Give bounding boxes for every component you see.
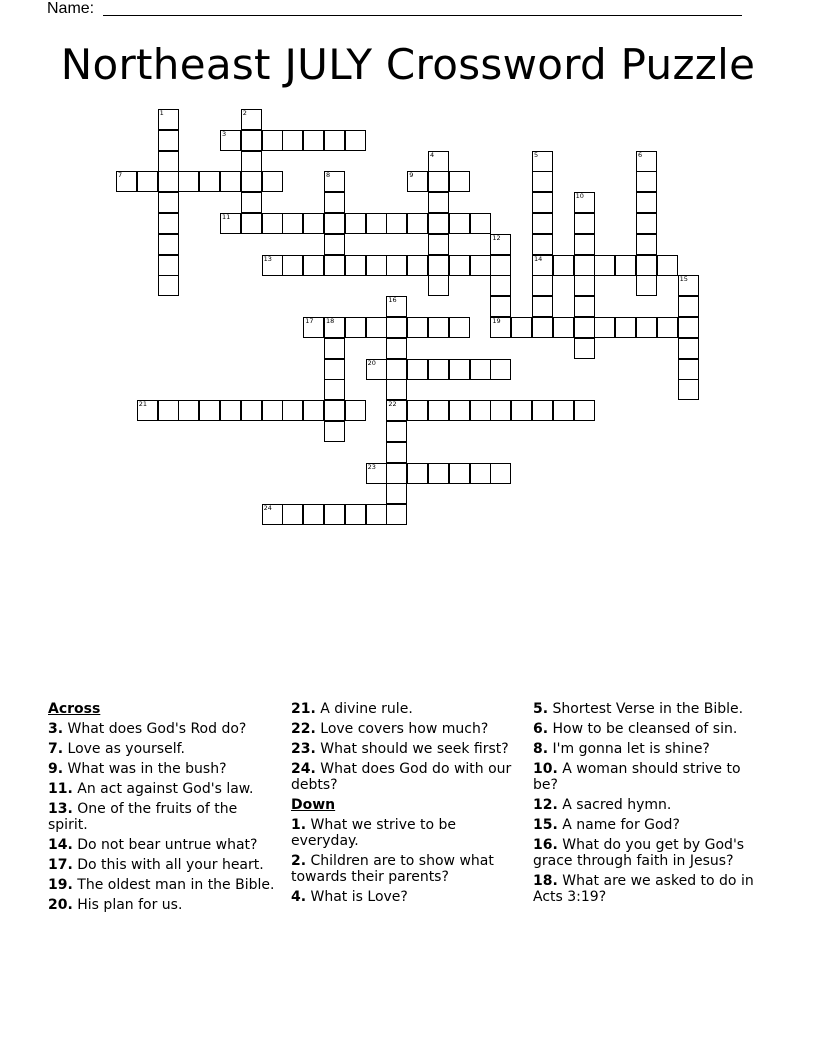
grid-cell[interactable] — [386, 421, 407, 442]
grid-cell[interactable] — [428, 151, 449, 172]
grid-cell[interactable] — [324, 400, 345, 421]
grid-cell[interactable] — [490, 234, 511, 255]
grid-cell[interactable] — [366, 317, 387, 338]
clue-text: What is Love? — [310, 889, 408, 905]
grid-cell[interactable] — [158, 192, 179, 213]
name-label: Name: — [47, 0, 95, 17]
grid-cell[interactable] — [428, 192, 449, 213]
grid-cell[interactable] — [158, 130, 179, 151]
clue-text: His plan for us. — [77, 897, 183, 913]
clue-text: What does God's Rod do? — [67, 721, 247, 737]
grid-cell[interactable] — [345, 130, 366, 151]
clue-text: Love as yourself. — [67, 741, 185, 757]
grid-cell[interactable] — [407, 255, 428, 276]
clue-text: What should we seek first? — [320, 741, 509, 757]
grid-cell[interactable] — [386, 296, 407, 317]
grid-cell[interactable] — [532, 171, 553, 192]
across-clue — [291, 741, 521, 757]
grid-cell[interactable] — [428, 171, 449, 192]
grid-cell[interactable] — [386, 359, 407, 380]
across-clue — [291, 701, 521, 717]
down-clue — [533, 873, 759, 905]
clue-number: 14 — [534, 254, 543, 263]
grid-cell[interactable] — [303, 130, 324, 151]
grid-cell[interactable] — [262, 171, 283, 192]
down-clue — [533, 817, 759, 833]
clue-number: 10 — [575, 192, 584, 201]
clue-number: 4 — [430, 150, 435, 159]
clue-number: 18 — [326, 317, 335, 325]
grid-cell[interactable] — [386, 213, 407, 234]
clue-number: 24. — [291, 761, 316, 777]
clue-text: What was in the bush? — [67, 761, 227, 777]
grid-cell[interactable] — [324, 255, 345, 276]
grid-cell[interactable] — [574, 400, 595, 421]
across-clue — [48, 761, 276, 777]
clue-number: 21 — [138, 400, 148, 409]
grid-cell[interactable] — [532, 275, 553, 296]
across-clue — [48, 897, 276, 913]
grid-cell[interactable] — [345, 255, 366, 276]
clue-number: 11. — [48, 781, 73, 797]
grid-cell[interactable] — [511, 400, 532, 421]
grid-cell[interactable] — [449, 255, 470, 276]
grid-cell[interactable] — [490, 275, 511, 296]
grid-cell[interactable] — [220, 400, 241, 421]
clue-number: 12. — [533, 797, 558, 813]
clue-text: An act against God's law. — [77, 781, 254, 797]
grid-cell[interactable] — [470, 463, 491, 484]
grid-cell[interactable] — [158, 171, 179, 192]
grid-cell[interactable] — [636, 151, 657, 172]
grid-cell[interactable] — [490, 400, 511, 421]
grid-cell[interactable] — [490, 255, 511, 276]
grid-cell[interactable] — [657, 317, 678, 338]
grid-cell[interactable] — [470, 255, 491, 276]
clue-number: 15 — [679, 275, 688, 284]
grid-cell[interactable] — [158, 275, 179, 296]
grid-cell[interactable] — [282, 400, 303, 421]
grid-cell[interactable] — [470, 213, 491, 234]
grid-cell[interactable] — [241, 400, 262, 421]
grid-cell[interactable] — [532, 151, 553, 172]
clue-number: 24 — [263, 504, 272, 513]
clue-text: What does God do with our debts? — [291, 761, 512, 793]
clue-number: 18. — [533, 873, 558, 889]
across-clue — [48, 741, 276, 757]
down-clue-list-continued — [533, 701, 759, 905]
clue-number: 8. — [533, 741, 549, 757]
grid-cell[interactable] — [386, 483, 407, 504]
grid-cell[interactable] — [386, 442, 407, 463]
grid-cell[interactable] — [324, 338, 345, 359]
grid-cell[interactable] — [428, 359, 449, 380]
clue-number: 21. — [291, 701, 316, 717]
grid-cell[interactable] — [470, 359, 491, 380]
grid-cell[interactable] — [449, 213, 470, 234]
grid-cell[interactable] — [490, 359, 511, 380]
clue-number: 15. — [533, 817, 558, 833]
grid-cell[interactable] — [324, 192, 345, 213]
clue-number: 11 — [222, 213, 231, 221]
grid-cell[interactable] — [241, 192, 262, 213]
clue-number: 13 — [263, 254, 272, 263]
down-clue — [533, 721, 759, 737]
grid-cell[interactable] — [158, 234, 179, 255]
clue-number: 6 — [638, 150, 643, 159]
grid-cell[interactable] — [678, 338, 699, 359]
grid-cell[interactable] — [490, 463, 511, 484]
grid-cell[interactable] — [678, 296, 699, 317]
grid-cell[interactable] — [282, 255, 303, 276]
across-clue — [48, 837, 276, 853]
grid-cell[interactable] — [386, 400, 407, 421]
grid-cell[interactable] — [449, 463, 470, 484]
clue-text: Shortest Verse in the Bible. — [552, 701, 744, 717]
clue-number: 17 — [305, 317, 314, 325]
grid-cell[interactable] — [282, 130, 303, 151]
grid-cell[interactable] — [428, 234, 449, 255]
clue-text: What we strive to be everyday. — [291, 817, 457, 849]
down-clue-list — [291, 817, 521, 905]
grid-cell[interactable] — [303, 213, 324, 234]
grid-cell[interactable] — [678, 379, 699, 400]
grid-cell[interactable] — [594, 255, 615, 276]
grid-cell[interactable] — [407, 213, 428, 234]
clue-number: 17. — [48, 857, 73, 873]
grid-cell[interactable] — [158, 213, 179, 234]
clue-number: 23. — [291, 741, 316, 757]
grid-cell[interactable] — [345, 213, 366, 234]
grid-cell[interactable] — [428, 463, 449, 484]
grid-cell[interactable] — [532, 255, 553, 276]
grid-cell[interactable] — [386, 504, 407, 525]
clues-column-2 — [291, 701, 521, 909]
down-clue — [291, 853, 521, 885]
clue-number: 7. — [48, 741, 64, 757]
grid-cell[interactable] — [636, 234, 657, 255]
grid-cell[interactable] — [574, 192, 595, 213]
across-clue — [48, 801, 276, 833]
grid-cell[interactable] — [678, 275, 699, 296]
down-heading: Down — [291, 797, 336, 813]
grid-cell[interactable] — [449, 171, 470, 192]
grid-cell[interactable] — [407, 463, 428, 484]
clue-number: 14. — [48, 837, 73, 853]
grid-cell[interactable] — [574, 338, 595, 359]
grid-cell[interactable] — [678, 317, 699, 338]
clue-text: One of the fruits of the spirit. — [48, 801, 238, 833]
grid-cell[interactable] — [282, 213, 303, 234]
clue-text: What do you get by God's grace through faith in Jesus? — [533, 837, 745, 869]
clue-number: 13. — [48, 801, 73, 817]
clue-text: A name for God? — [562, 817, 680, 833]
down-clue — [533, 761, 759, 793]
down-clue — [291, 889, 521, 905]
grid-cell[interactable] — [345, 504, 366, 525]
clue-text: What are we asked to do in Acts 3:19? — [533, 873, 754, 905]
down-clue — [291, 817, 521, 849]
clue-number: 16 — [388, 296, 397, 305]
grid-cell[interactable] — [428, 317, 449, 338]
grid-cell[interactable] — [407, 400, 428, 421]
clue-number: 7 — [118, 171, 123, 180]
grid-cell[interactable] — [220, 171, 241, 192]
clue-number: 9. — [48, 761, 64, 777]
clue-number: 22 — [388, 400, 397, 409]
clue-number: 12 — [492, 233, 501, 242]
across-clue — [48, 857, 276, 873]
clue-text: A divine rule. — [320, 701, 413, 717]
grid-cell[interactable] — [574, 255, 595, 276]
grid-cell[interactable] — [574, 275, 595, 296]
grid-cell[interactable] — [574, 317, 595, 338]
grid-cell[interactable] — [366, 213, 387, 234]
grid-cell[interactable] — [137, 171, 158, 192]
grid-cell[interactable] — [324, 379, 345, 400]
grid-cell[interactable] — [449, 400, 470, 421]
grid-cell[interactable] — [615, 317, 636, 338]
across-clue — [48, 877, 276, 893]
clue-number: 9 — [409, 171, 414, 180]
grid-cell[interactable] — [636, 255, 657, 276]
grid-cell[interactable] — [262, 400, 283, 421]
page-title: Northeast JULY Crossword Puzzle — [60, 40, 756, 89]
clues-column-1 — [48, 701, 276, 917]
grid-cell[interactable] — [428, 255, 449, 276]
grid-cell[interactable] — [407, 359, 428, 380]
grid-cell[interactable] — [324, 213, 345, 234]
grid-cell[interactable] — [386, 463, 407, 484]
grid-cell[interactable] — [470, 400, 491, 421]
grid-cell[interactable] — [324, 130, 345, 151]
clue-number: 22. — [291, 721, 316, 737]
grid-cell[interactable] — [324, 504, 345, 525]
grid-cell[interactable] — [116, 171, 137, 192]
clue-number: 4. — [291, 889, 307, 905]
across-clue — [291, 761, 521, 793]
clue-text: A sacred hymn. — [562, 797, 672, 813]
grid-cell[interactable] — [303, 255, 324, 276]
grid-cell[interactable] — [574, 296, 595, 317]
grid-cell[interactable] — [386, 338, 407, 359]
grid-cell[interactable] — [532, 317, 553, 338]
grid-cell[interactable] — [345, 400, 366, 421]
down-clue — [533, 837, 759, 869]
grid-cell[interactable] — [407, 317, 428, 338]
grid-cell[interactable] — [386, 255, 407, 276]
clue-number: 8 — [326, 171, 331, 180]
grid-cell[interactable] — [324, 171, 345, 192]
across-clue — [48, 721, 276, 737]
clue-number: 5 — [534, 150, 539, 159]
grid-cell[interactable] — [490, 317, 511, 338]
grid-cell[interactable] — [636, 192, 657, 213]
grid-cell[interactable] — [553, 400, 574, 421]
grid-cell[interactable] — [241, 151, 262, 172]
grid-cell[interactable] — [490, 296, 511, 317]
clue-text: The oldest man in the Bible. — [77, 877, 275, 893]
clue-text: Children are to show what towards their parents? — [291, 853, 494, 885]
grid-cell[interactable] — [220, 130, 241, 151]
grid-cell[interactable] — [158, 151, 179, 172]
grid-cell[interactable] — [199, 400, 220, 421]
grid-cell[interactable] — [532, 296, 553, 317]
grid-cell[interactable] — [241, 109, 262, 130]
clue-text: Do this with all your heart. — [77, 857, 264, 873]
grid-cell[interactable] — [366, 463, 387, 484]
clue-number: 6. — [533, 721, 549, 737]
grid-cell[interactable] — [449, 359, 470, 380]
grid-cell[interactable] — [262, 504, 283, 525]
grid-cell[interactable] — [220, 213, 241, 234]
grid-cell[interactable] — [262, 255, 283, 276]
grid-cell[interactable] — [428, 400, 449, 421]
clue-number: 19. — [48, 877, 73, 893]
grid-cell[interactable] — [636, 275, 657, 296]
grid-cell[interactable] — [636, 317, 657, 338]
clues-column-3 — [533, 701, 759, 909]
clue-text: A woman should strive to be? — [533, 761, 741, 793]
grid-cell[interactable] — [158, 255, 179, 276]
clue-number: 1. — [291, 817, 307, 833]
grid-cell[interactable] — [407, 171, 428, 192]
grid-cell[interactable] — [137, 400, 158, 421]
clue-number: 10. — [533, 761, 558, 777]
grid-cell[interactable] — [345, 317, 366, 338]
grid-cell[interactable] — [199, 171, 220, 192]
clue-number: 1 — [159, 109, 164, 117]
grid-cell[interactable] — [324, 234, 345, 255]
clue-text: How to be cleansed of sin. — [552, 721, 738, 737]
clue-number: 20 — [367, 358, 376, 367]
clue-number: 3 — [222, 129, 227, 138]
grid-cell[interactable] — [366, 255, 387, 276]
grid-cell[interactable] — [303, 317, 324, 338]
grid-cell[interactable] — [178, 400, 199, 421]
grid-cell[interactable] — [158, 400, 179, 421]
clue-number: 16. — [533, 837, 558, 853]
grid-cell[interactable] — [594, 317, 615, 338]
grid-cell[interactable] — [386, 379, 407, 400]
grid-cell[interactable] — [553, 255, 574, 276]
grid-cell[interactable] — [241, 171, 262, 192]
down-clue — [533, 701, 759, 717]
across-clue-list-continued — [291, 701, 521, 793]
grid-cell[interactable] — [262, 213, 283, 234]
clue-number: 3. — [48, 721, 64, 737]
clue-number: 23 — [367, 462, 376, 471]
grid-cell[interactable] — [636, 171, 657, 192]
down-clue — [533, 741, 759, 757]
grid-cell[interactable] — [366, 359, 387, 380]
grid-cell[interactable] — [324, 359, 345, 380]
grid-cell[interactable] — [241, 130, 262, 151]
grid-cell[interactable] — [158, 109, 179, 130]
grid-cell[interactable] — [615, 255, 636, 276]
grid-cell[interactable] — [636, 213, 657, 234]
grid-cell[interactable] — [553, 317, 574, 338]
grid-cell[interactable] — [178, 171, 199, 192]
grid-cell[interactable] — [511, 317, 532, 338]
grid-cell[interactable] — [532, 213, 553, 234]
across-clue-list — [48, 721, 276, 913]
grid-cell[interactable] — [449, 317, 470, 338]
grid-cell[interactable] — [574, 213, 595, 234]
grid-cell[interactable] — [532, 192, 553, 213]
grid-cell[interactable] — [324, 317, 345, 338]
down-clue — [533, 797, 759, 813]
clue-number: 5. — [533, 701, 549, 717]
grid-cell[interactable] — [324, 421, 345, 442]
grid-cell[interactable] — [386, 317, 407, 338]
clue-text: Love covers how much? — [320, 721, 489, 737]
grid-cell[interactable] — [303, 400, 324, 421]
clue-number: 20. — [48, 897, 73, 913]
grid-cell[interactable] — [303, 504, 324, 525]
across-clue — [291, 721, 521, 737]
grid-cell[interactable] — [574, 234, 595, 255]
grid-cell[interactable] — [428, 275, 449, 296]
grid-cell[interactable] — [282, 504, 303, 525]
grid-cell[interactable] — [532, 400, 553, 421]
clue-text: I'm gonna let is shine? — [552, 741, 710, 757]
across-clue — [48, 781, 276, 797]
clue-number: 2. — [291, 853, 307, 869]
clue-number: 2 — [242, 109, 247, 117]
grid-cell[interactable] — [657, 255, 678, 276]
grid-cell[interactable] — [262, 130, 283, 151]
grid-cell[interactable] — [428, 213, 449, 234]
grid-cell[interactable] — [678, 359, 699, 380]
grid-cell[interactable] — [532, 234, 553, 255]
grid-cell[interactable] — [241, 213, 262, 234]
clue-number: 19 — [492, 317, 501, 325]
across-heading: Across — [48, 701, 101, 717]
grid-cell[interactable] — [366, 504, 387, 525]
clue-text: Do not bear untrue what? — [77, 837, 258, 853]
